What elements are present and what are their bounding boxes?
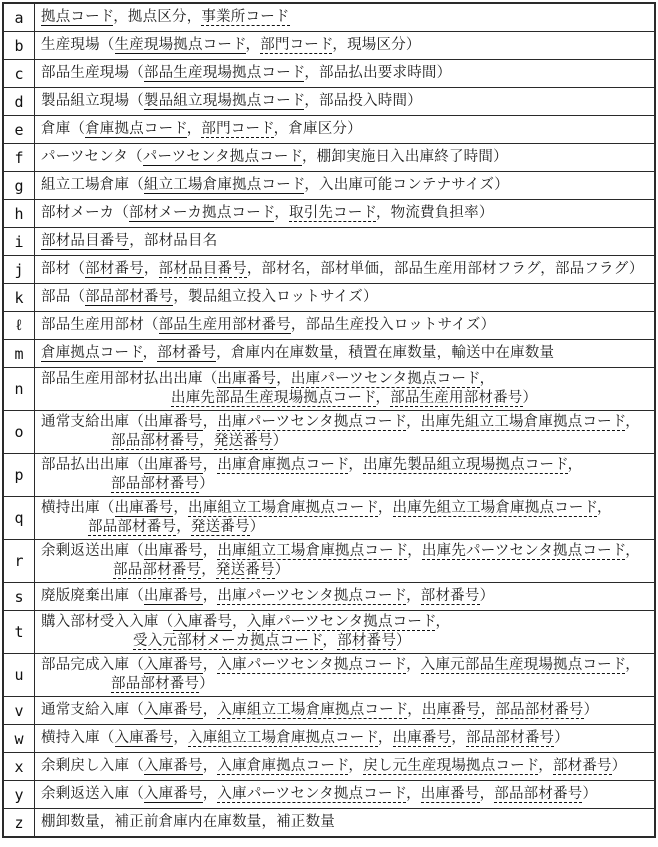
row-label: e <box>4 116 35 143</box>
schema-line <box>41 316 650 335</box>
schema-line <box>41 813 650 832</box>
row-content <box>35 200 654 227</box>
row-label: n <box>4 368 35 410</box>
table-row <box>4 87 654 115</box>
schema-text: ，部材品目名 <box>129 233 218 249</box>
schema-text: ， <box>186 121 202 137</box>
table-row <box>4 31 654 59</box>
attribute-foreign-key: 部品部材番号 <box>111 433 200 449</box>
row-label: b <box>4 32 35 59</box>
schema-text: ， <box>322 633 338 649</box>
schema-line <box>41 561 650 580</box>
attribute-primary-key: 生産現場拠点コード <box>114 37 246 53</box>
schema-text: パーツセンタ（ <box>41 149 143 165</box>
attribute-foreign-key: 出庫先組立工場倉庫拠点コード <box>420 414 626 430</box>
row-label: g <box>4 172 35 199</box>
schema-text: 通常支給入庫（ <box>41 702 144 718</box>
attribute-foreign-key: 部品部材番号 <box>88 519 177 535</box>
table-row <box>4 453 654 496</box>
attribute-foreign-key: 発送番号 <box>190 519 250 535</box>
schema-text: 通常支給出庫（ <box>41 414 144 430</box>
schema-line <box>41 456 650 475</box>
schema-text: ，部材名，部材単価，部品生産用部材フラグ，部品フラグ） <box>246 261 644 277</box>
row-label: z <box>4 809 35 836</box>
attribute-foreign-key: 出庫パーツセンタ拠点コード <box>217 414 407 430</box>
schema-text: ， <box>202 657 218 673</box>
schema-line <box>41 542 650 561</box>
attribute-primary-key: 部材番号 <box>157 345 217 361</box>
schema-text: ， <box>538 758 553 774</box>
attribute-foreign-key: 部材番号 <box>552 758 612 774</box>
row-content <box>35 540 654 582</box>
attribute-foreign-key: 部品部材番号 <box>113 562 202 578</box>
row-label: o <box>4 411 35 453</box>
row-label: w <box>4 725 35 752</box>
schema-table <box>2 2 656 838</box>
schema-text: ， <box>202 758 218 774</box>
schema-text: ， <box>480 702 496 718</box>
schema-text: 倉庫（ <box>41 121 86 137</box>
row-content <box>35 32 654 59</box>
schema-text: 余剰戻し入庫（ <box>41 758 144 774</box>
schema-text: ， <box>245 37 261 53</box>
row-label: x <box>4 753 35 780</box>
table-row <box>4 115 654 143</box>
schema-line <box>41 432 650 451</box>
row-content <box>35 144 654 171</box>
schema-line <box>41 518 650 537</box>
schema-text: ， <box>479 786 495 802</box>
schema-text: ， <box>199 433 214 449</box>
schema-text: 棚卸数量，補正前倉庫内在庫数量，補正数量 <box>41 814 335 830</box>
row-label: q <box>4 497 35 539</box>
schema-text: ，棚卸実施日入出庫終了時間） <box>301 149 508 165</box>
row-label: k <box>4 284 35 311</box>
schema-text: ） <box>582 786 598 802</box>
attribute-foreign-key: 入庫元部品生産現場拠点コード <box>420 657 626 673</box>
row-content <box>35 583 654 610</box>
table-row <box>4 367 654 410</box>
schema-text: 部品生産現場（ <box>41 65 144 81</box>
schema-text: ） <box>249 519 265 535</box>
schema-line <box>41 656 650 675</box>
schema-text: ， <box>406 657 421 673</box>
schema-text: ） <box>274 562 290 578</box>
schema-text: ，物流費負担率） <box>375 205 494 221</box>
row-content <box>35 611 654 653</box>
attribute-foreign-key: 出庫先パーツセンタ拠点コード <box>421 543 626 559</box>
schema-text: ， <box>407 702 422 718</box>
table-row <box>4 410 654 453</box>
table-row <box>4 808 654 836</box>
row-content <box>35 60 654 87</box>
attribute-foreign-key: 出庫番号 <box>421 702 481 718</box>
table-row <box>4 171 654 199</box>
schema-text: ， <box>348 457 364 473</box>
attribute-foreign-key: 部材番号 <box>420 588 480 604</box>
attribute-foreign-key: 出庫先製品組立現場拠点コード <box>363 457 568 473</box>
row-content <box>35 256 654 283</box>
attribute-foreign-key: 部品部材番号 <box>111 676 200 692</box>
schema-text: ， <box>202 588 218 604</box>
schema-text: 部品（ <box>41 289 86 305</box>
schema-line <box>41 92 650 111</box>
schema-line <box>41 413 650 432</box>
row-content <box>35 228 654 255</box>
row-content <box>35 654 654 696</box>
row-content <box>35 809 654 836</box>
schema-text: ， <box>451 730 467 746</box>
row-label: f <box>4 144 35 171</box>
schema-text: 部品生産用部材払出出庫（ <box>41 371 218 387</box>
schema-line <box>41 344 650 363</box>
attribute-foreign-key: 受入元部材メーカ拠点コード <box>133 633 323 649</box>
attribute-primary-key: 拠点コード <box>41 9 114 25</box>
attribute-foreign-key: 出庫組立工場倉庫拠点コード <box>188 500 378 516</box>
schema-line <box>41 729 650 748</box>
attribute-primary-key: 入庫番号 <box>143 786 203 802</box>
row-label: h <box>4 200 35 227</box>
schema-line <box>41 587 650 606</box>
attribute-primary-key: 組立工場倉庫拠点コード <box>143 177 305 193</box>
attribute-foreign-key: 部品生産用部材番号 <box>390 390 523 406</box>
schema-text: 横持入庫（ <box>41 730 115 746</box>
schema-text: ， <box>348 758 364 774</box>
table-row <box>4 696 654 724</box>
row-label: u <box>4 654 35 696</box>
attribute-foreign-key: 部材品目番号 <box>158 261 247 277</box>
row-label: y <box>4 781 35 808</box>
attribute-foreign-key: 出庫パーツセンタ拠点コード <box>290 371 480 387</box>
row-content <box>35 725 654 752</box>
row-content <box>35 340 654 367</box>
row-label: ℓ <box>4 312 35 339</box>
attribute-foreign-key: 事業所コード <box>201 9 290 25</box>
schema-text: 購入部材受入入庫（ <box>41 614 174 630</box>
schema-text: ， <box>202 457 218 473</box>
attribute-foreign-key: 部品部材番号 <box>494 786 583 802</box>
table-row <box>4 199 654 227</box>
schema-line <box>41 260 650 279</box>
row-content <box>35 753 654 780</box>
schema-line <box>41 176 650 195</box>
schema-text: 横持出庫（ <box>41 500 115 516</box>
attribute-foreign-key: 出庫番号 <box>392 730 452 746</box>
row-label: c <box>4 60 35 87</box>
attribute-primary-key: 出庫番号 <box>143 588 203 604</box>
schema-text: ， <box>143 261 159 277</box>
row-label: a <box>4 4 35 31</box>
schema-text: ， <box>276 371 291 387</box>
schema-line <box>41 632 650 651</box>
schema-text: ） <box>199 476 214 492</box>
schema-line <box>41 204 650 223</box>
schema-text: ， <box>202 414 218 430</box>
attribute-primary-key: 部品生産現場拠点コード <box>143 65 305 81</box>
attribute-primary-key: 入庫番号 <box>114 730 174 746</box>
schema-line <box>41 499 650 518</box>
schema-text: ， <box>377 500 393 516</box>
schema-text: ） <box>479 588 495 604</box>
schema-text: ，現場区分） <box>332 37 421 53</box>
attribute-primary-key: 出庫番号 <box>217 371 277 387</box>
attribute-foreign-key: 発送番号 <box>213 433 273 449</box>
row-content <box>35 88 654 115</box>
schema-text: 生産現場（ <box>41 37 115 53</box>
row-content <box>35 312 654 339</box>
table-row <box>4 143 654 171</box>
schema-text: 部品払出出庫（ <box>41 457 144 473</box>
schema-line <box>41 148 650 167</box>
schema-text: ， <box>406 414 421 430</box>
schema-text: ， <box>274 205 290 221</box>
row-label: v <box>4 697 35 724</box>
schema-text: ，部品投入時間） <box>304 93 422 109</box>
table-row <box>4 227 654 255</box>
schema-text: ， <box>435 614 451 630</box>
table-row <box>4 4 654 31</box>
attribute-foreign-key: 出庫組立工場倉庫拠点コード <box>217 543 408 559</box>
schema-text: ， <box>142 345 158 361</box>
schema-text: ， <box>406 588 421 604</box>
row-label: m <box>4 340 35 367</box>
schema-text: ，製品組立投入ロットサイズ） <box>173 289 378 305</box>
attribute-primary-key: 倉庫拠点コード <box>85 121 187 137</box>
schema-text: ，部品払出要求時間） <box>304 65 452 81</box>
schema-text: ，倉庫区分） <box>273 121 362 137</box>
table-row <box>4 311 654 339</box>
schema-line <box>41 701 650 720</box>
table-row <box>4 496 654 539</box>
row-content <box>35 497 654 539</box>
schema-text: ， <box>176 519 191 535</box>
table-row <box>4 752 654 780</box>
attribute-primary-key: 入庫番号 <box>143 702 203 718</box>
schema-text: ） <box>272 433 288 449</box>
schema-text: ， <box>625 543 640 559</box>
attribute-foreign-key: 発送番号 <box>215 562 275 578</box>
row-content <box>35 116 654 143</box>
row-content <box>35 284 654 311</box>
attribute-primary-key: 部材メーカ拠点コード <box>128 205 275 221</box>
table-row <box>4 59 654 87</box>
schema-text: 余剰返送入庫（ <box>41 786 144 802</box>
table-row <box>4 610 654 653</box>
attribute-primary-key: 出庫番号 <box>143 457 203 473</box>
schema-text: ， <box>479 371 495 387</box>
schema-text: 余剰返送出庫（ <box>41 543 144 559</box>
schema-text: ） <box>199 676 214 692</box>
table-row <box>4 339 654 367</box>
attribute-foreign-key: 出庫先部品生産現場拠点コード <box>171 390 376 406</box>
schema-text: 製品組立現場（ <box>41 93 144 109</box>
table-row <box>4 582 654 610</box>
schema-text: ） <box>611 758 627 774</box>
row-label: t <box>4 611 35 653</box>
schema-line <box>41 675 650 694</box>
schema-text: ） <box>554 730 569 746</box>
attribute-foreign-key: 入庫倉庫拠点コード <box>217 758 349 774</box>
attribute-foreign-key: 取引先コード <box>289 205 376 221</box>
schema-line <box>41 370 650 389</box>
schema-line <box>41 120 650 139</box>
schema-line <box>41 475 650 494</box>
attribute-foreign-key: 部品部材番号 <box>111 476 200 492</box>
attribute-foreign-key: 入庫パーツセンタ拠点コード <box>246 614 436 630</box>
attribute-primary-key: 製品組立現場拠点コード <box>143 93 305 109</box>
row-label: s <box>4 583 35 610</box>
attribute-foreign-key: 出庫先組立工場倉庫拠点コード <box>392 500 598 516</box>
schema-line <box>41 757 650 776</box>
attribute-primary-key: パーツセンタ拠点コード <box>142 149 302 165</box>
attribute-foreign-key: 入庫組立工場倉庫拠点コード <box>217 702 408 718</box>
row-label: i <box>4 228 35 255</box>
schema-line <box>41 785 650 804</box>
schema-line <box>41 288 650 307</box>
row-content <box>35 697 654 724</box>
attribute-primary-key: 部材品目番号 <box>41 233 130 249</box>
table-row <box>4 653 654 696</box>
attribute-primary-key: 出庫番号 <box>114 500 174 516</box>
attribute-foreign-key: 部品部材番号 <box>466 730 555 746</box>
schema-line <box>41 8 650 27</box>
schema-text: ） <box>583 702 599 718</box>
schema-text: ，部品生産投入ロットサイズ） <box>290 317 496 333</box>
schema-text: 組立工場倉庫（ <box>41 177 144 193</box>
schema-text: ， <box>625 414 640 430</box>
row-label: j <box>4 256 35 283</box>
attribute-foreign-key: 部門コード <box>260 37 333 53</box>
schema-text: ， <box>173 500 189 516</box>
attribute-primary-key: 入庫番号 <box>143 758 203 774</box>
schema-text: ，拠点区分， <box>113 9 202 25</box>
schema-line <box>41 232 650 251</box>
attribute-primary-key: 入庫番号 <box>173 614 233 630</box>
attribute-foreign-key: 出庫倉庫拠点コード <box>217 457 349 473</box>
schema-text: ， <box>597 500 612 516</box>
schema-text: ， <box>567 457 583 473</box>
schema-text: 部品完成入庫（ <box>41 657 144 673</box>
schema-text: 部材メーカ（ <box>41 205 129 221</box>
schema-text: 部品生産用部材（ <box>41 317 159 333</box>
attribute-foreign-key: 出庫パーツセンタ拠点コード <box>217 588 407 604</box>
attribute-foreign-key: 部材番号 <box>337 633 397 649</box>
table-row <box>4 724 654 752</box>
schema-line <box>41 64 650 83</box>
schema-line <box>41 613 650 632</box>
schema-text: ， <box>625 657 640 673</box>
attribute-foreign-key: 部門コード <box>201 121 274 137</box>
row-content <box>35 368 654 410</box>
attribute-foreign-key: 出庫番号 <box>420 786 480 802</box>
schema-text: ， <box>406 786 421 802</box>
row-content <box>35 4 654 31</box>
schema-text: ） <box>522 390 538 406</box>
attribute-primary-key: 入庫番号 <box>143 657 203 673</box>
schema-text: ， <box>377 730 393 746</box>
schema-text: ， <box>173 730 189 746</box>
attribute-primary-key: 出庫番号 <box>143 543 203 559</box>
row-label: r <box>4 540 35 582</box>
attribute-primary-key: 部材番号 <box>85 261 144 277</box>
row-label: p <box>4 454 35 496</box>
attribute-primary-key: 部品部材番号 <box>85 289 174 305</box>
attribute-foreign-key: 戻し元生産現場拠点コード <box>363 758 539 774</box>
schema-text: 部材（ <box>41 261 86 277</box>
attribute-primary-key: 出庫番号 <box>143 414 203 430</box>
attribute-foreign-key: 入庫パーツセンタ拠点コード <box>217 657 407 673</box>
schema-line <box>41 389 650 408</box>
row-content <box>35 781 654 808</box>
schema-text: ， <box>201 562 216 578</box>
row-content <box>35 172 654 199</box>
attribute-primary-key: 部品生産用部材番号 <box>158 317 291 333</box>
table-row <box>4 539 654 582</box>
schema-text: ， <box>407 543 422 559</box>
schema-text: ， <box>202 543 218 559</box>
attribute-primary-key: 倉庫拠点コード <box>41 345 143 361</box>
schema-text: ） <box>396 633 411 649</box>
schema-text: ， <box>232 614 247 630</box>
table-row <box>4 780 654 808</box>
attribute-foreign-key: 部品部材番号 <box>495 702 584 718</box>
row-content <box>35 454 654 496</box>
table-row <box>4 255 654 283</box>
attribute-foreign-key: 入庫組立工場倉庫拠点コード <box>188 730 378 746</box>
schema-text: ， <box>202 702 218 718</box>
row-label: d <box>4 88 35 115</box>
schema-line <box>41 36 650 55</box>
attribute-foreign-key: 入庫パーツセンタ拠点コード <box>217 786 407 802</box>
schema-text: ， <box>375 390 391 406</box>
row-content <box>35 411 654 453</box>
schema-text: ，入出庫可能コンテナサイズ） <box>304 177 509 193</box>
schema-text: 廃版廃棄出庫（ <box>41 588 144 604</box>
table-row <box>4 283 654 311</box>
schema-text: ， <box>202 786 218 802</box>
schema-text: ，倉庫内在庫数量，積置在庫数量，輸送中在庫数量 <box>216 345 555 361</box>
